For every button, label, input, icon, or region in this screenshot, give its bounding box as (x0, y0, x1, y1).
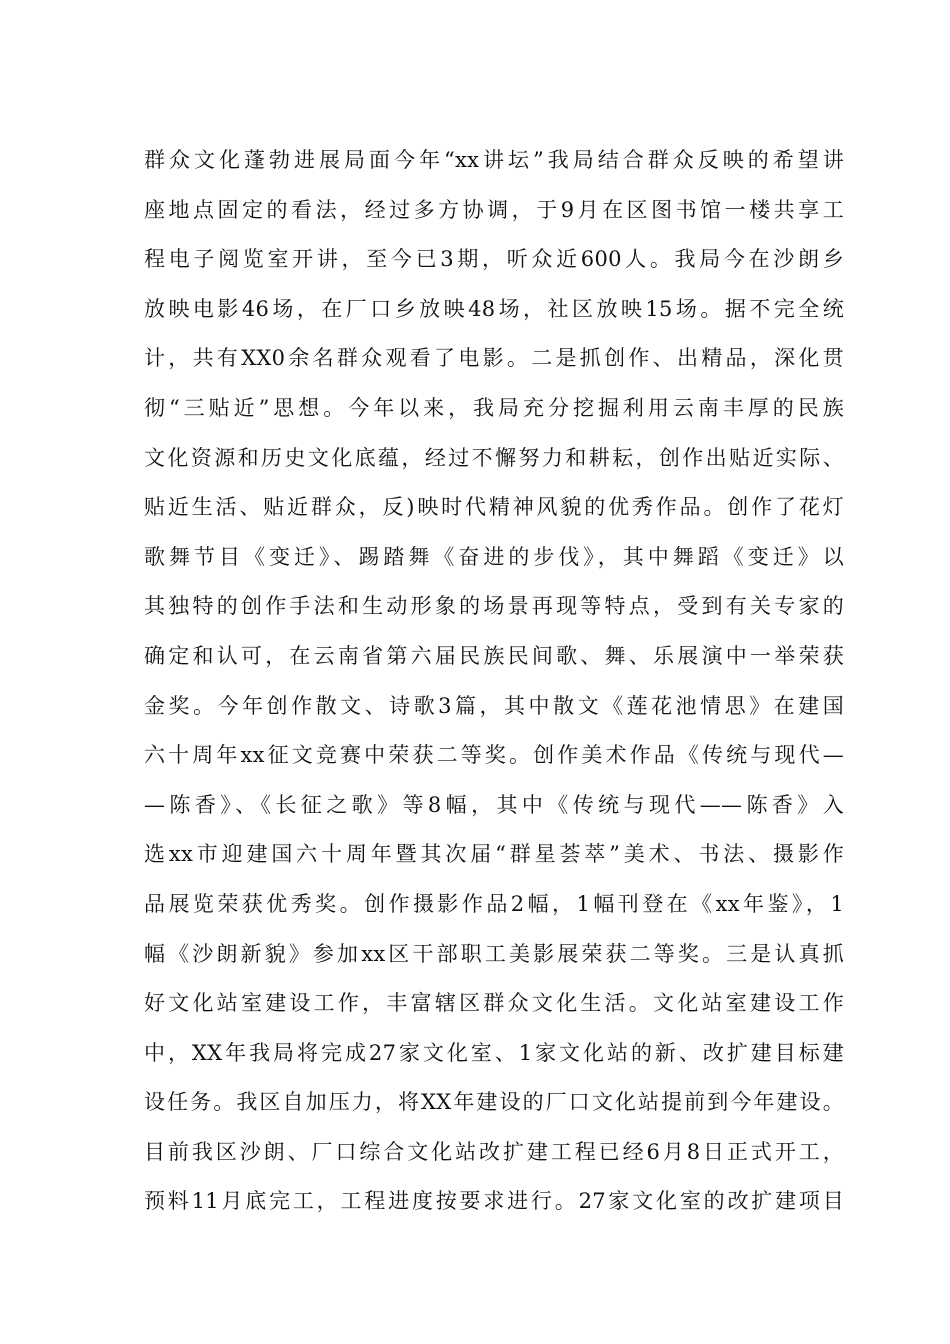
text-line: 设任务。我区自加压力，将XX年建设的厂口文化站提前到今年建设。 (144, 1090, 844, 1115)
text-line: 中，XX年我局将完成27家文化室、1家文化站的新、改扩建目标建 (144, 1040, 844, 1065)
text-line: 文化资源和历史文化底蕴，经过不懈努力和耕耘，创作出贴近实际、 (144, 445, 844, 470)
text-line: 计，共有XX0余名群众观看了电影。二是抓创作、出精品，深化贯 (144, 346, 844, 371)
text-line: 放映电影46场，在厂口乡放映48场，社区放映15场。据不完全统 (144, 296, 844, 321)
text-line: —陈香》、《长征之歌》等8幅，其中《传统与现代——陈香》入 (144, 792, 844, 817)
text-line: 歌舞节目《变迁》、踢踏舞《奋进的步伐》，其中舞蹈《变迁》以 (144, 544, 844, 569)
text-line: 品展览荣获优秀奖。创作摄影作品2幅，1幅刊登在《xx年鉴》，1 (144, 891, 844, 916)
text-line: 好文化站室建设工作，丰富辖区群众文化生活。文化站室建设工作 (144, 991, 844, 1016)
text-line: 座地点固定的看法，经过多方协调，于9月在区图书馆一楼共享工 (144, 197, 844, 222)
text-line: 选xx市迎建国六十周年暨其次届“群星荟萃”美术、书法、摄影作 (144, 842, 844, 867)
text-line: 彻“三贴近”思想。今年以来，我局充分挖掘利用云南丰厚的民族 (144, 395, 844, 420)
text-line: 贴近生活、贴近群众，反)映时代精神风貌的优秀作品。创作了花灯 (144, 495, 844, 520)
text-line: 预料11月底完工，工程进度按要求进行。27家文化室的改扩建项目 (144, 1189, 844, 1214)
text-line: 金奖。今年创作散文、诗歌3篇，其中散文《莲花池情思》在建国 (144, 693, 844, 718)
text-line: 目前我区沙朗、厂口综合文化站改扩建工程已经6月8日正式开工， (144, 1139, 844, 1164)
text-line: 其独特的创作手法和生动形象的场景再现等特点，受到有关专家的 (144, 594, 844, 619)
text-line: 程电子阅览室开讲，至今已3期，听众近600人。我局今在沙朗乡 (144, 247, 844, 272)
text-line: 确定和认可，在云南省第六届民族民间歌、舞、乐展演中一举荣获 (144, 643, 844, 668)
text-line: 六十周年xx征文竞赛中荣获二等奖。创作美术作品《传统与现代— (144, 743, 844, 768)
text-line: 幅《沙朗新貌》参加xx区干部职工美影展荣获二等奖。三是认真抓 (144, 941, 844, 966)
text-line: 群众文化蓬勃进展局面今年“xx讲坛”我局结合群众反映的希望讲 (144, 148, 844, 172)
body-text (144, 136, 844, 1227)
